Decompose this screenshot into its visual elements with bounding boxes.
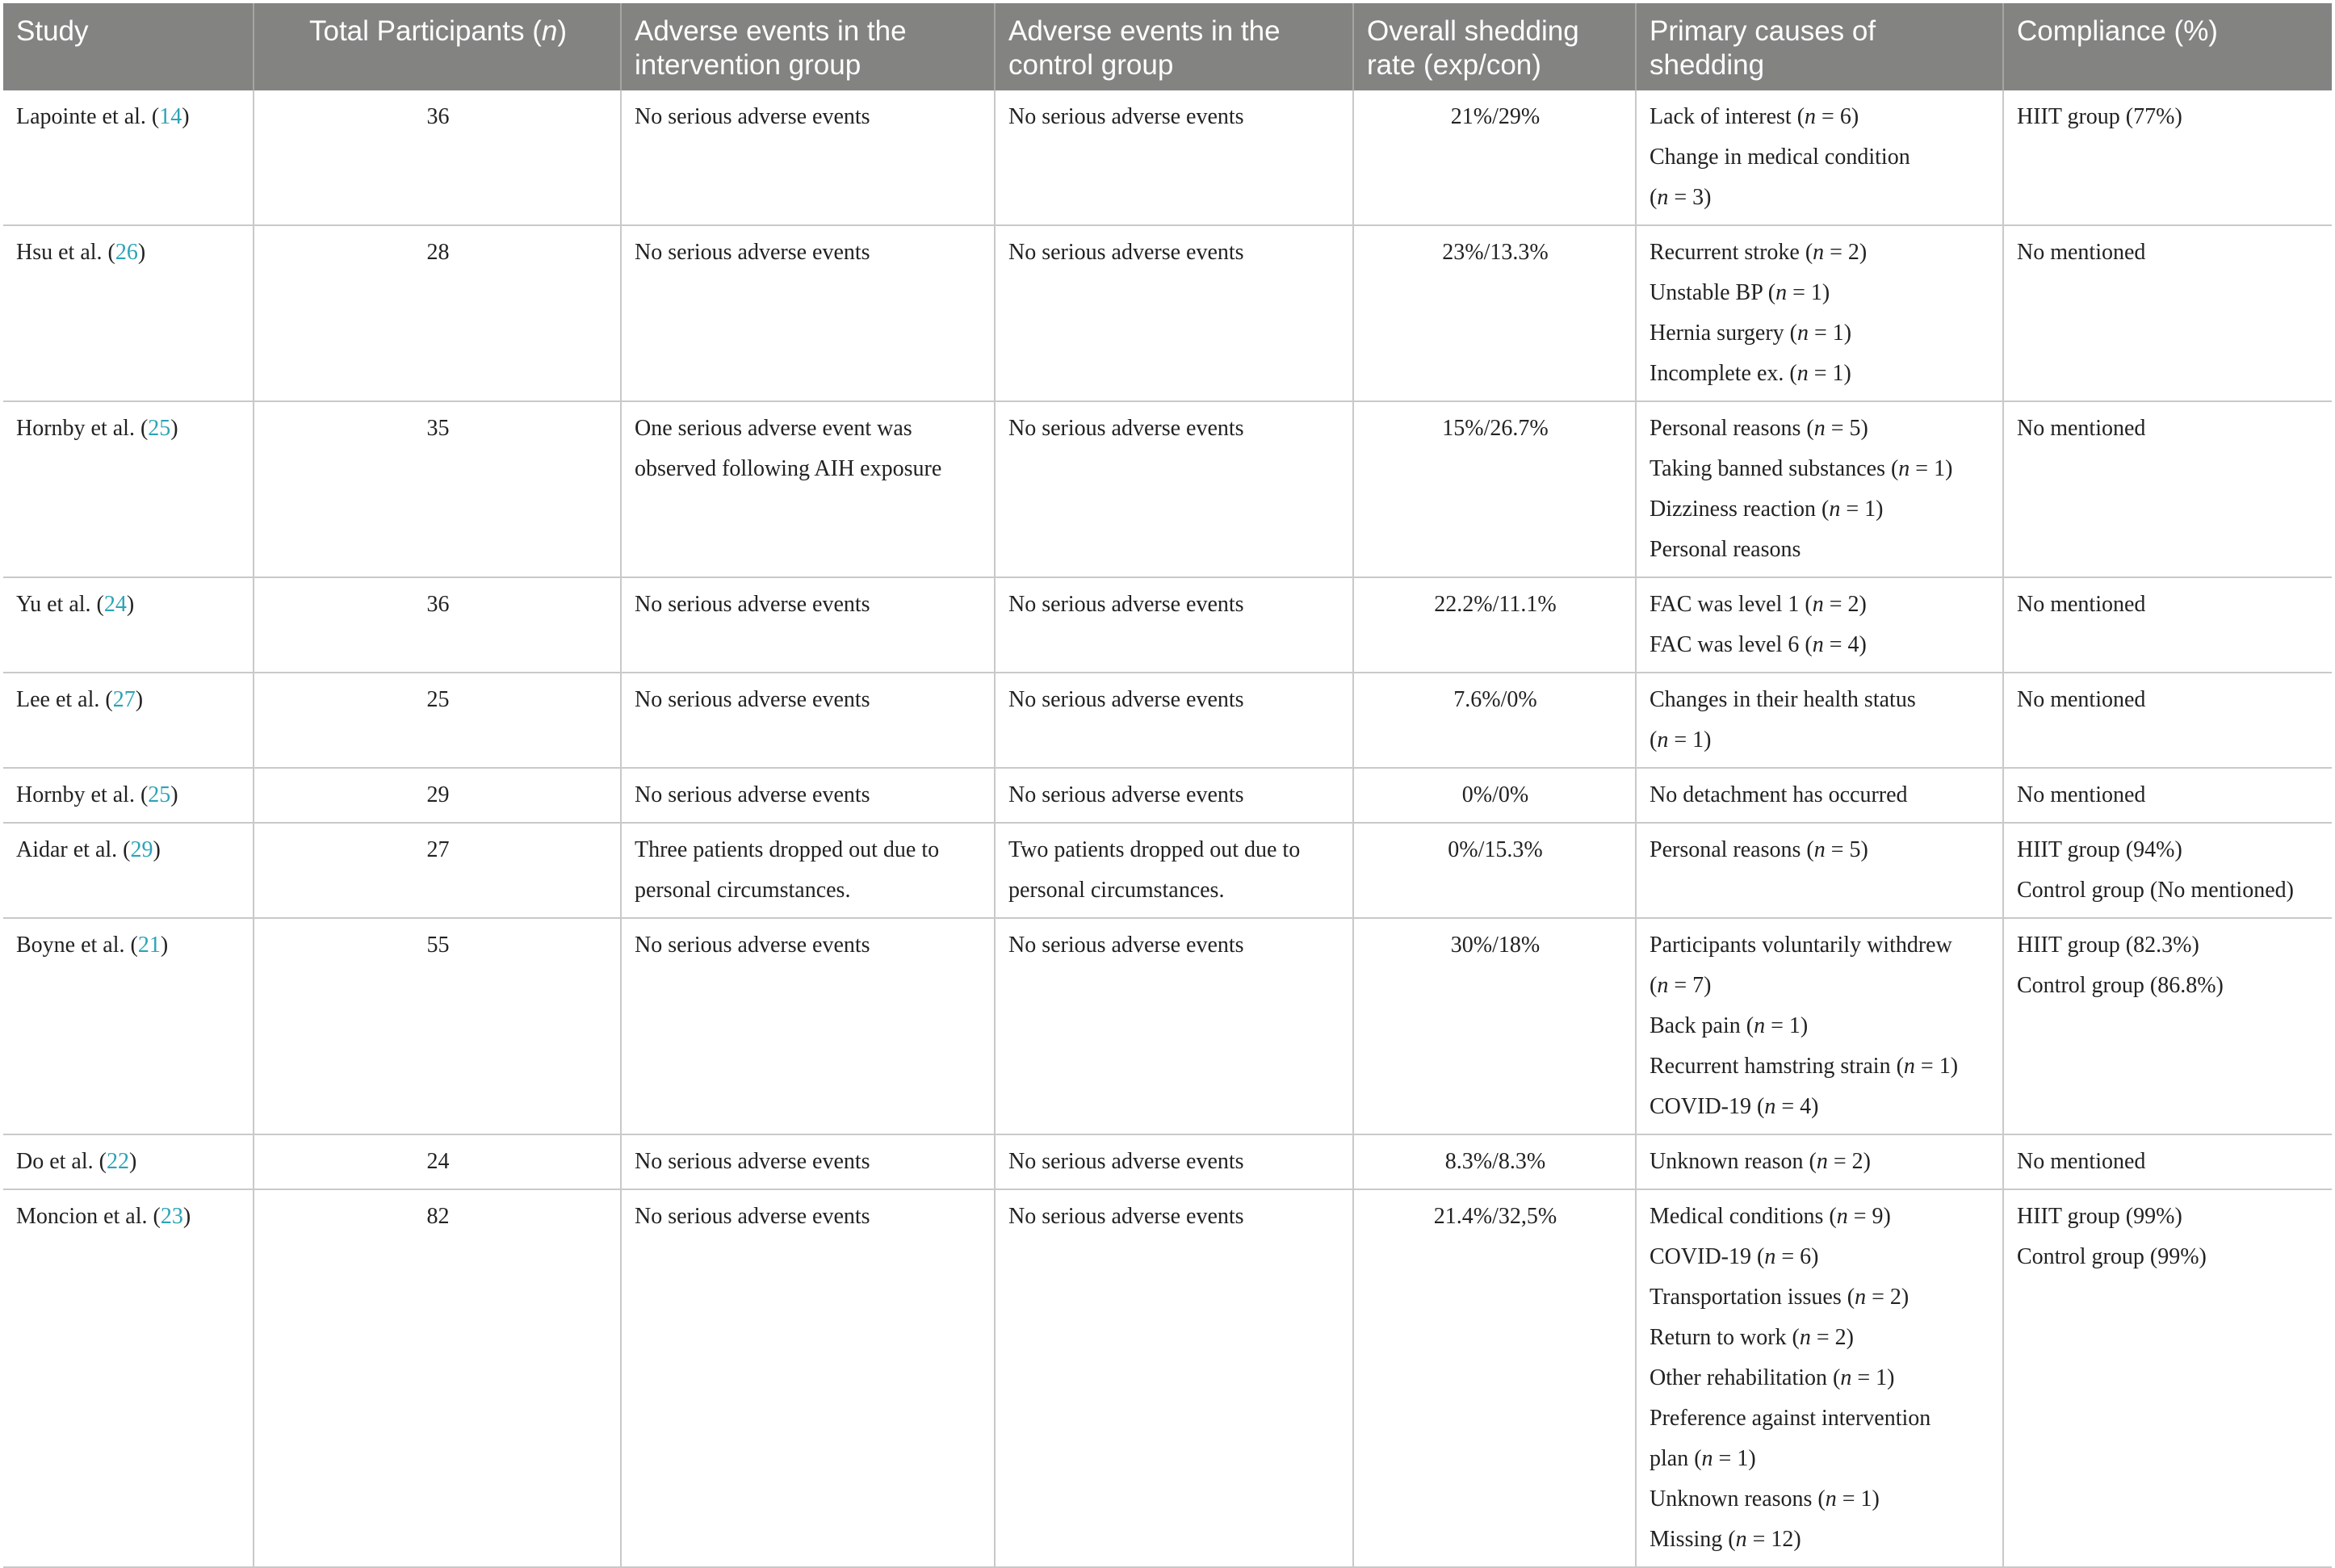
- table-body: [3, 90, 2332, 1567]
- cell-primary-causes: [1636, 1134, 2003, 1189]
- cell-compliance: [2003, 401, 2332, 577]
- compliance-item: No mentioned: [2017, 687, 2146, 712]
- cell-primary-causes: [1636, 673, 2003, 768]
- cell-study: [3, 768, 254, 823]
- cause-item: COVID-19 (n = 4): [1650, 1094, 1819, 1119]
- adverse-control-text: No serious adverse events: [1008, 416, 1244, 441]
- study-name: Hsu et al. (: [16, 240, 115, 265]
- compliance-item: HIIT group (94%): [2017, 837, 2182, 862]
- study-ref-close: ): [160, 933, 169, 958]
- cell-adverse-intervention: [621, 768, 995, 823]
- cell-shedding-rate: [1353, 673, 1636, 768]
- cell-compliance: [2003, 1189, 2332, 1567]
- header-compliance: Compliance (%): [2003, 3, 2332, 90]
- cell-adverse-control: [995, 1189, 1353, 1567]
- compliance-item: Control group (No mentioned): [2017, 878, 2294, 903]
- cause-item: FAC was level 6 (n = 4): [1650, 632, 1867, 657]
- compliance-item: No mentioned: [2017, 782, 2146, 807]
- table-row: [3, 823, 2332, 918]
- cell-compliance: [2003, 823, 2332, 918]
- header-adverse-control: Adverse events in the control group: [995, 3, 1353, 90]
- compliance-item: No mentioned: [2017, 592, 2146, 617]
- cell-total: [254, 768, 621, 823]
- cause-item: Other rehabilitation (n = 1): [1650, 1365, 1895, 1390]
- cell-shedding-rate: [1353, 401, 1636, 577]
- total-value: 36: [426, 104, 450, 129]
- cell-shedding-rate: [1353, 1134, 1636, 1189]
- adverse-intervention-text: No serious adverse events: [635, 592, 870, 617]
- shedding-rate-value: 15%/26.7%: [1442, 416, 1549, 441]
- cell-adverse-control: [995, 577, 1353, 673]
- study-name: Aidar et al. (: [16, 837, 131, 862]
- table-header: [3, 3, 2332, 90]
- adverse-control-text: No serious adverse events: [1008, 782, 1244, 807]
- cell-study: [3, 90, 254, 225]
- adverse-intervention-text: One serious adverse event was observed following AIH exposure: [635, 416, 942, 481]
- cell-total: [254, 225, 621, 401]
- cell-total: [254, 823, 621, 918]
- cause-item: Taking banned substances (n = 1): [1650, 456, 1953, 481]
- study-ref-close: ): [128, 1149, 137, 1174]
- cell-study: [3, 673, 254, 768]
- cell-primary-causes: [1636, 823, 2003, 918]
- reference-link[interactable]: 23: [160, 1204, 183, 1229]
- shedding-rate-value: 0%/0%: [1461, 782, 1529, 807]
- total-value: 28: [426, 240, 450, 265]
- cell-adverse-intervention: [621, 1189, 995, 1567]
- reference-link[interactable]: 25: [148, 782, 171, 807]
- study-ref-close: ): [153, 837, 161, 862]
- cell-compliance: [2003, 225, 2332, 401]
- cause-item: COVID-19 (n = 6): [1650, 1244, 1819, 1269]
- cell-adverse-control: [995, 90, 1353, 225]
- adverse-control-text: No serious adverse events: [1008, 1204, 1244, 1229]
- total-value: 82: [426, 1204, 450, 1229]
- reference-link[interactable]: 22: [106, 1149, 129, 1174]
- cause-item: Personal reasons: [1650, 537, 1801, 562]
- cause-item: Unknown reasons (n = 1): [1650, 1486, 1880, 1511]
- cause-item: Hernia surgery (n = 1): [1650, 321, 1852, 346]
- cell-primary-causes: [1636, 90, 2003, 225]
- adverse-intervention-text: No serious adverse events: [635, 687, 870, 712]
- cause-item: Changes in their health status: [1650, 687, 1916, 712]
- reference-link[interactable]: 29: [130, 837, 153, 862]
- cell-study: [3, 823, 254, 918]
- study-ref-close: ): [126, 592, 135, 617]
- cell-shedding-rate: [1353, 90, 1636, 225]
- study-name: Hornby et al. (: [16, 782, 149, 807]
- adverse-control-text: Two patients dropped out due to personal circumstances.: [1008, 837, 1301, 903]
- header-total-participants: Total Participants (n): [254, 3, 621, 90]
- reference-link[interactable]: 21: [137, 933, 161, 958]
- cell-adverse-control: [995, 673, 1353, 768]
- shedding-table: [3, 3, 2332, 1568]
- cell-shedding-rate: [1353, 823, 1636, 918]
- header-study: Study: [3, 3, 254, 90]
- header-shedding-rate: Overall shedding rate (exp/con): [1353, 3, 1636, 90]
- cell-adverse-control: [995, 768, 1353, 823]
- table-row: [3, 1189, 2332, 1567]
- compliance-item: Control group (99%): [2017, 1244, 2207, 1269]
- compliance-item: HIIT group (77%): [2017, 104, 2182, 129]
- compliance-item: No mentioned: [2017, 416, 2146, 441]
- reference-link[interactable]: 14: [159, 104, 182, 129]
- cell-primary-causes: [1636, 768, 2003, 823]
- cell-adverse-intervention: [621, 823, 995, 918]
- study-ref-close: ): [137, 240, 146, 265]
- cell-adverse-control: [995, 225, 1353, 401]
- header-adverse-intervention: Adverse events in the intervention group: [621, 3, 995, 90]
- shedding-rate-value: 21.4%/32,5%: [1433, 1204, 1557, 1229]
- cell-primary-causes: [1636, 918, 2003, 1134]
- adverse-control-text: No serious adverse events: [1008, 104, 1244, 129]
- cell-shedding-rate: [1353, 768, 1636, 823]
- adverse-intervention-text: No serious adverse events: [635, 240, 870, 265]
- cause-item: Medical conditions (n = 9): [1650, 1204, 1891, 1229]
- study-name: Do et al. (: [16, 1149, 107, 1174]
- study-name: Lapointe et al. (: [16, 104, 160, 129]
- adverse-control-text: No serious adverse events: [1008, 687, 1244, 712]
- study-name: Yu et al. (: [16, 592, 104, 617]
- adverse-control-text: No serious adverse events: [1008, 240, 1244, 265]
- total-value: 24: [426, 1149, 450, 1174]
- cause-item: No detachment has occurred: [1650, 782, 1908, 807]
- cause-item: Personal reasons (n = 5): [1650, 416, 1868, 441]
- cell-adverse-intervention: [621, 90, 995, 225]
- reference-link[interactable]: 24: [103, 592, 127, 617]
- cell-compliance: [2003, 90, 2332, 225]
- cell-study: [3, 918, 254, 1134]
- study-name: Moncion et al. (: [16, 1204, 161, 1229]
- shedding-rate-value: 23%/13.3%: [1442, 240, 1549, 265]
- cause-item: (n = 3): [1650, 185, 1712, 210]
- cell-total: [254, 673, 621, 768]
- cause-item: Transportation issues (n = 2): [1650, 1285, 1910, 1310]
- header-row: [3, 3, 2332, 90]
- header-primary-causes: Primary causes of shedding: [1636, 3, 2003, 90]
- table-row: [3, 225, 2332, 401]
- cell-adverse-intervention: [621, 401, 995, 577]
- cell-adverse-control: [995, 401, 1353, 577]
- cell-compliance: [2003, 673, 2332, 768]
- shedding-rate-value: 7.6%/0%: [1453, 687, 1537, 712]
- table-row: [3, 1134, 2332, 1189]
- cell-primary-causes: [1636, 401, 2003, 577]
- total-value: 55: [426, 933, 450, 958]
- cell-adverse-control: [995, 918, 1353, 1134]
- shedding-rate-value: 21%/29%: [1450, 104, 1541, 129]
- compliance-item: Control group (86.8%): [2017, 973, 2224, 998]
- cell-study: [3, 1134, 254, 1189]
- cause-item: Return to work (n = 2): [1650, 1325, 1854, 1350]
- cell-study: [3, 225, 254, 401]
- cell-compliance: [2003, 768, 2332, 823]
- compliance-item: No mentioned: [2017, 240, 2146, 265]
- cell-shedding-rate: [1353, 918, 1636, 1134]
- adverse-control-text: No serious adverse events: [1008, 933, 1244, 958]
- cause-item: Personal reasons (n = 5): [1650, 837, 1868, 862]
- compliance-item: HIIT group (99%): [2017, 1204, 2182, 1229]
- cause-item: plan (n = 1): [1650, 1446, 1756, 1471]
- total-value: 25: [426, 687, 450, 712]
- total-value: 35: [426, 416, 450, 441]
- cell-study: [3, 401, 254, 577]
- cell-adverse-intervention: [621, 1134, 995, 1189]
- cause-item: (n = 7): [1650, 973, 1712, 998]
- cell-adverse-intervention: [621, 225, 995, 401]
- study-ref-close: ): [135, 687, 144, 712]
- study-name: Boyne et al. (: [16, 933, 138, 958]
- cell-total: [254, 577, 621, 673]
- study-ref-close: ): [182, 1204, 191, 1229]
- cause-item: Unknown reason (n = 2): [1650, 1149, 1871, 1174]
- cell-compliance: [2003, 918, 2332, 1134]
- cell-total: [254, 1189, 621, 1567]
- table-row: [3, 401, 2332, 577]
- study-ref-close: ): [170, 416, 178, 441]
- shedding-rate-value: 30%/18%: [1450, 933, 1541, 958]
- cell-shedding-rate: [1353, 225, 1636, 401]
- cell-study: [3, 577, 254, 673]
- compliance-item: No mentioned: [2017, 1149, 2146, 1174]
- cause-item: Recurrent hamstring strain (n = 1): [1650, 1054, 1959, 1079]
- total-value: 29: [426, 782, 450, 807]
- reference-link[interactable]: 26: [115, 240, 138, 265]
- study-name: Lee et al. (: [16, 687, 113, 712]
- cause-item: (n = 1): [1650, 727, 1712, 753]
- adverse-intervention-text: No serious adverse events: [635, 933, 870, 958]
- cause-item: Missing (n = 12): [1650, 1527, 1801, 1552]
- study-ref-close: ): [170, 782, 178, 807]
- cell-adverse-control: [995, 823, 1353, 918]
- total-value: 27: [426, 837, 450, 862]
- cell-total: [254, 918, 621, 1134]
- cell-study: [3, 1189, 254, 1567]
- cause-item: Preference against intervention: [1650, 1406, 1931, 1431]
- cell-shedding-rate: [1353, 1189, 1636, 1567]
- adverse-intervention-text: No serious adverse events: [635, 104, 870, 129]
- shedding-rate-value: 22.2%/11.1%: [1434, 592, 1557, 617]
- table-row: [3, 918, 2332, 1134]
- cause-item: Participants voluntarily withdrew: [1650, 933, 1952, 958]
- study-ref-close: ): [182, 104, 190, 129]
- compliance-item: HIIT group (82.3%): [2017, 933, 2199, 958]
- cause-item: Back pain (n = 1): [1650, 1013, 1809, 1038]
- shedding-rate-value: 8.3%/8.3%: [1444, 1149, 1546, 1174]
- cell-adverse-intervention: [621, 577, 995, 673]
- cell-adverse-control: [995, 1134, 1353, 1189]
- cause-item: Incomplete ex. (n = 1): [1650, 361, 1851, 386]
- study-name: Hornby et al. (: [16, 416, 149, 441]
- total-value: 36: [426, 592, 450, 617]
- table-row: [3, 768, 2332, 823]
- cell-total: [254, 90, 621, 225]
- cell-total: [254, 401, 621, 577]
- cell-primary-causes: [1636, 225, 2003, 401]
- cause-item: FAC was level 1 (n = 2): [1650, 592, 1867, 617]
- table-row: [3, 90, 2332, 225]
- cause-item: Lack of interest (n = 6): [1650, 104, 1859, 129]
- cell-shedding-rate: [1353, 577, 1636, 673]
- shedding-rate-value: 0%/15.3%: [1448, 837, 1543, 862]
- table-row: [3, 577, 2332, 673]
- cell-primary-causes: [1636, 577, 2003, 673]
- cell-compliance: [2003, 1134, 2332, 1189]
- cause-item: Recurrent stroke (n = 2): [1650, 240, 1868, 265]
- cell-adverse-intervention: [621, 673, 995, 768]
- cell-primary-causes: [1636, 1189, 2003, 1567]
- cell-adverse-intervention: [621, 918, 995, 1134]
- cell-compliance: [2003, 577, 2332, 673]
- cause-item: Change in medical condition: [1650, 145, 1910, 170]
- reference-link[interactable]: 27: [112, 687, 136, 712]
- reference-link[interactable]: 25: [148, 416, 171, 441]
- adverse-intervention-text: No serious adverse events: [635, 1204, 870, 1229]
- adverse-intervention-text: No serious adverse events: [635, 1149, 870, 1174]
- adverse-control-text: No serious adverse events: [1008, 1149, 1244, 1174]
- cause-item: Unstable BP (n = 1): [1650, 280, 1830, 305]
- cause-item: Dizziness reaction (n = 1): [1650, 497, 1884, 522]
- adverse-intervention-text: No serious adverse events: [635, 782, 870, 807]
- cell-total: [254, 1134, 621, 1189]
- table-row: [3, 673, 2332, 768]
- adverse-intervention-text: Three patients dropped out due to personal circumstances.: [635, 837, 940, 903]
- adverse-control-text: No serious adverse events: [1008, 592, 1244, 617]
